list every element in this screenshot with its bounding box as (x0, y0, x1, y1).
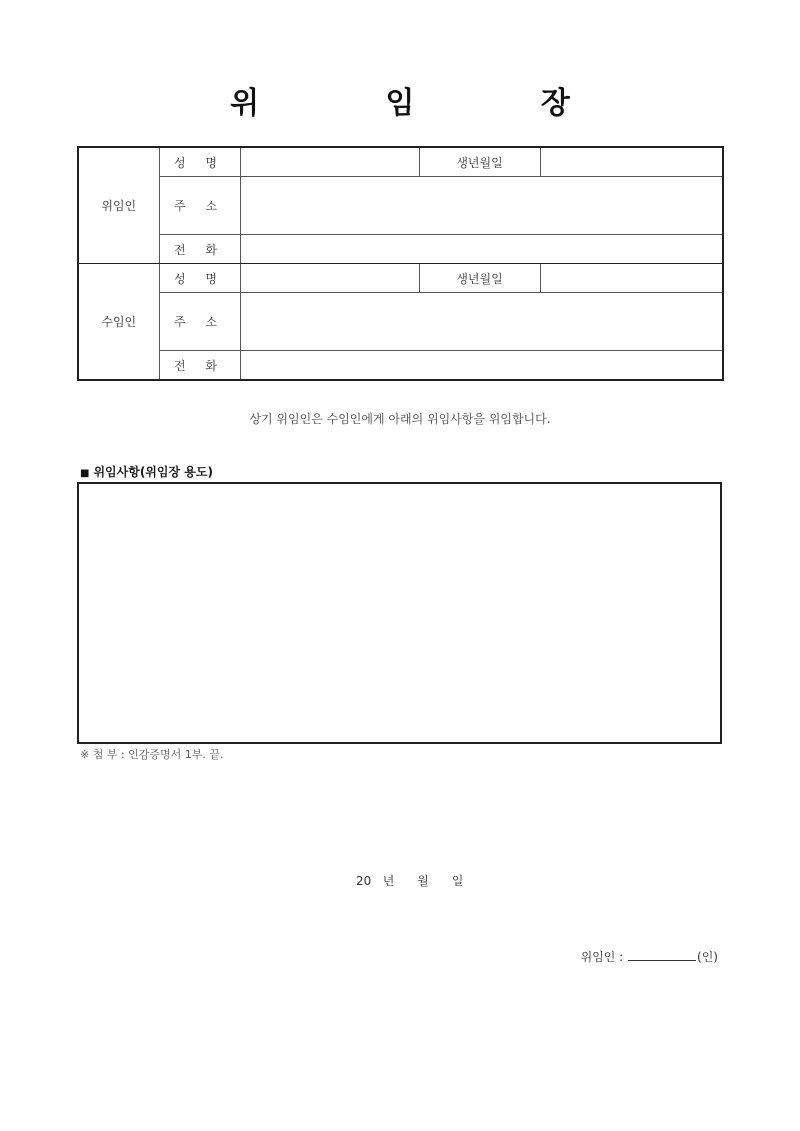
delegatee-phone-field[interactable] (240, 351, 723, 381)
square-bullet-icon: ■ (80, 468, 90, 479)
delegator-name-label: 성 명 (159, 147, 240, 177)
date-year-prefix: 20 (356, 874, 372, 888)
delegator-name-field[interactable] (240, 147, 419, 177)
delegation-statement: 상기 위임인은 수임인에게 아래의 위임사항을 위임합니다. (249, 412, 551, 426)
signature-field[interactable] (628, 950, 696, 961)
delegatee-name-label: 성 명 (159, 264, 240, 293)
delegation-details-box[interactable] (77, 482, 722, 744)
delegator-phone-label: 전 화 (159, 235, 240, 264)
delegatee-address-label: 주 소 (159, 293, 240, 351)
signature-label: 위임인 : (580, 950, 624, 964)
delegatee-address-field[interactable] (240, 293, 723, 351)
delegator-address-label: 주 소 (159, 177, 240, 235)
delegatee-birth-field[interactable] (540, 264, 723, 293)
delegator-phone-field[interactable] (240, 235, 723, 264)
seal-label: (인) (697, 950, 718, 964)
delegator-group-label: 위임인 (78, 147, 159, 264)
delegatee-birth-label: 생년월일 (419, 264, 540, 293)
signature-line (581, 948, 718, 965)
delegatee-phone-label: 전 화 (159, 351, 240, 381)
section-heading-text: 위임사항(위임장 용도) (93, 465, 213, 479)
delegator-birth-field[interactable] (540, 147, 723, 177)
delegator-birth-label: 생년월일 (419, 147, 540, 177)
attachment-note: ※ 첨 부 : 인감증명서 1부. 끝. (80, 748, 224, 761)
date-month-label: 월 (417, 874, 429, 888)
delegatee-group-label: 수임인 (78, 264, 159, 381)
delegatee-name-field[interactable] (240, 264, 419, 293)
party-info-table (77, 146, 724, 381)
document-title: 위 임 장 (230, 86, 628, 121)
date-year-label: 년 (382, 874, 395, 888)
date-day-label: 일 (451, 874, 464, 888)
delegator-address-field[interactable] (240, 177, 723, 235)
section-heading (80, 463, 213, 480)
date-line (356, 872, 463, 889)
